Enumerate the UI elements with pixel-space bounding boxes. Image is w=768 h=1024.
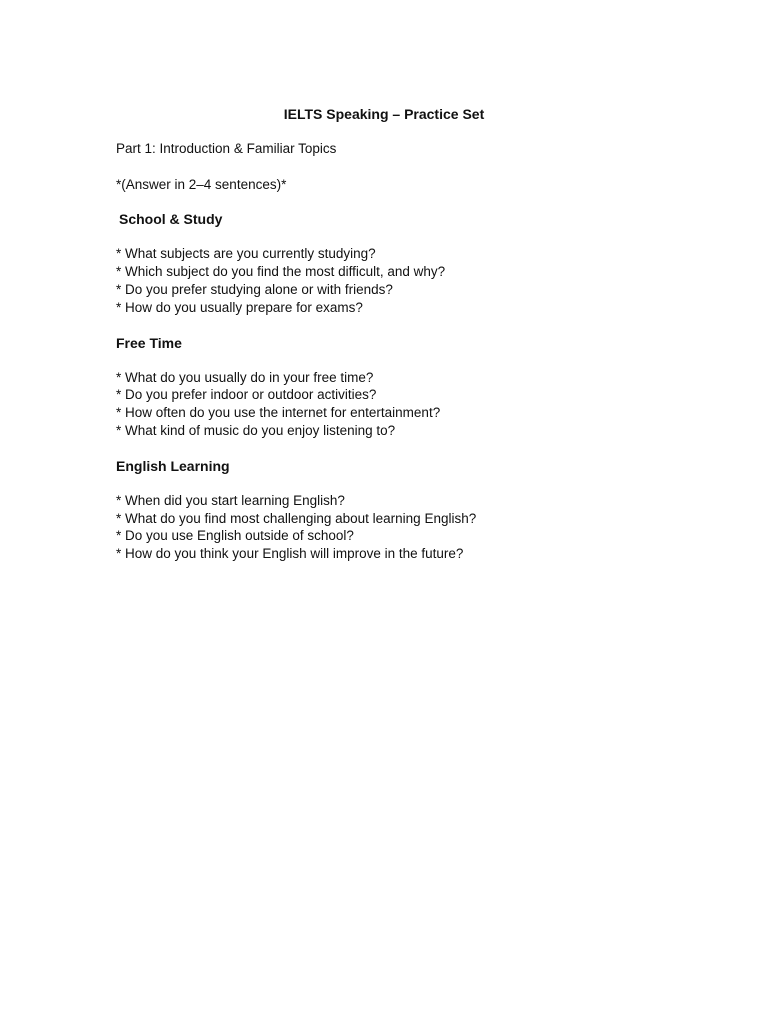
question-list-school-study [116, 245, 676, 316]
spacer [116, 158, 676, 176]
spacer [116, 229, 676, 245]
part-heading: Part 1: Introduction & Familiar Topics [116, 141, 337, 156]
list-item: * What kind of music do you enjoy listening to? [116, 422, 396, 438]
list-item: * When did you start learning English? [116, 492, 345, 508]
section-heading-school-study: School & Study [119, 211, 223, 228]
spacer [116, 476, 676, 492]
spacer [116, 440, 676, 456]
list-item: * What do you usually do in your free time? [116, 369, 374, 385]
document-title: IELTS Speaking – Practice Set [283, 106, 485, 122]
list-item: * Do you prefer indoor or outdoor activities? [116, 387, 377, 403]
list-item: * How do you usually prepare for exams? [116, 299, 363, 315]
list-item: * Do you prefer studying alone or with friends? [116, 281, 393, 297]
list-item: * Which subject do you find the most difficult, and why? [116, 264, 446, 280]
list-item: * How often do you use the internet for entertainment? [116, 405, 441, 421]
spacer [116, 353, 676, 369]
section-heading-free-time: Free Time [116, 334, 182, 351]
list-item: * Do you use English outside of school? [116, 528, 354, 544]
question-list-english-learning [116, 492, 676, 563]
spacer [116, 317, 676, 333]
spacer [116, 193, 676, 209]
instruction-text: *(Answer in 2–4 sentences)* [116, 176, 287, 192]
list-item: * What do you find most challenging about learning English? [116, 510, 477, 526]
list-item: * What subjects are you currently studying? [116, 246, 376, 262]
section-heading-english-learning: English Learning [116, 457, 230, 474]
question-list-free-time [116, 369, 676, 440]
document-body [116, 140, 676, 563]
list-item: * How do you think your English will improve in the future? [116, 546, 464, 562]
